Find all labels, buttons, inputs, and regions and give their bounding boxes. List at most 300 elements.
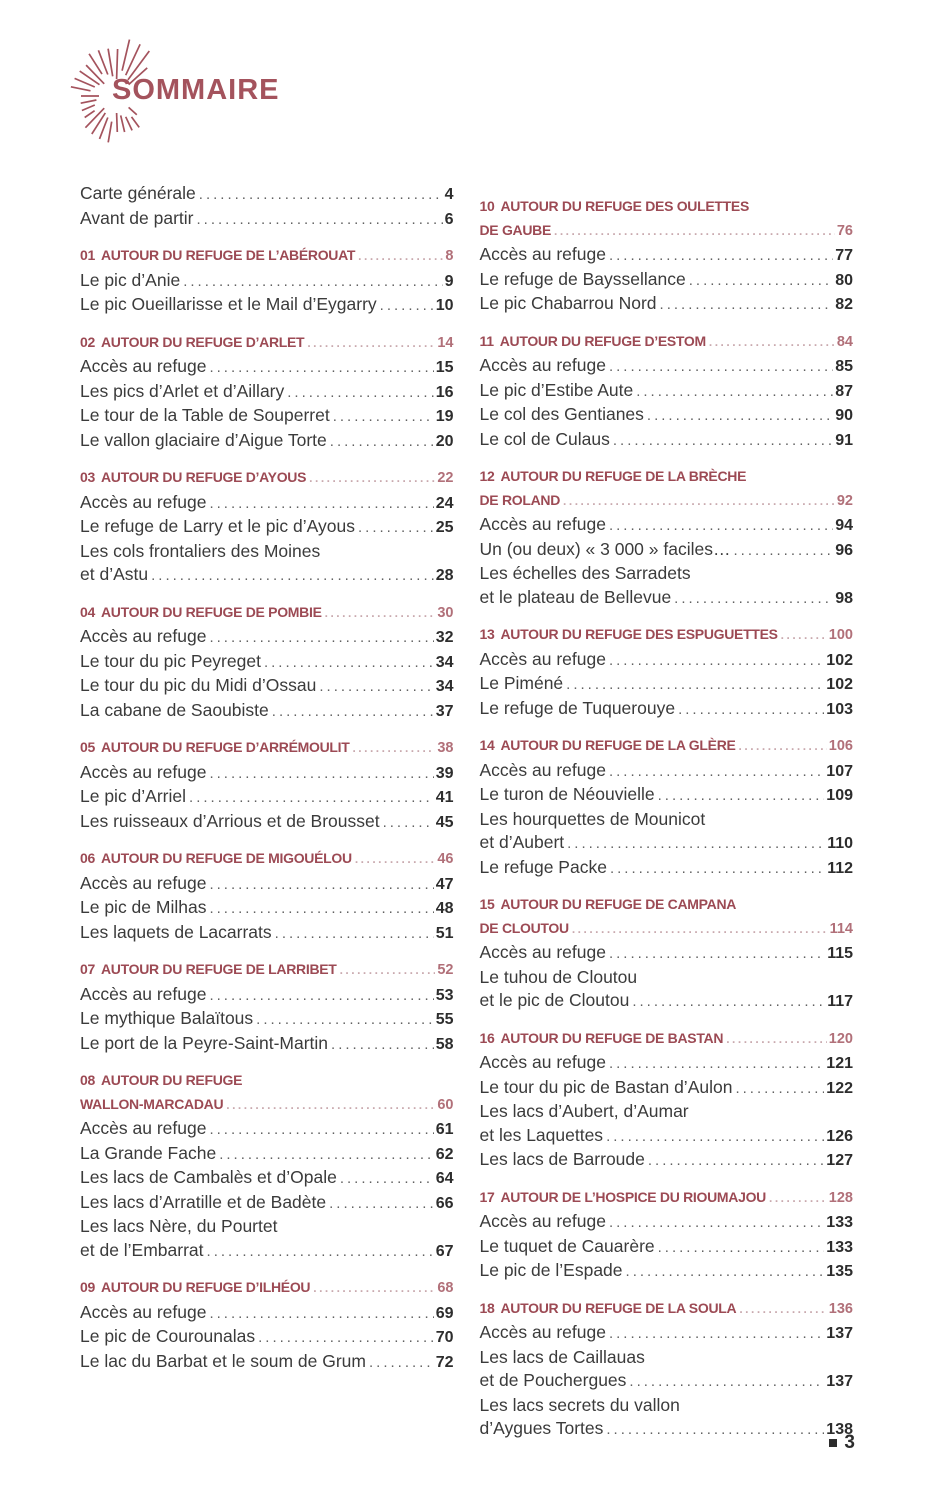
leader-dots [209, 984, 433, 1008]
section-title: AUTOUR DU REFUGE D’ARRÉMOULIT [100, 739, 350, 755]
section-page-number: 38 [437, 740, 454, 756]
toc-entry-row [480, 1148, 854, 1173]
footer-page-number: 3 [844, 1432, 855, 1453]
section-number: 05 [80, 739, 95, 755]
leader-dots [609, 244, 833, 268]
entry-label: Les laquets de Lacarrats [80, 921, 272, 942]
entry-page-number: 61 [435, 1121, 454, 1138]
leader-dots [352, 737, 435, 761]
toc-entry-row [80, 491, 454, 516]
leader-dots [331, 1033, 434, 1057]
section-07 [80, 958, 454, 1056]
section-title: AUTOUR DU REFUGE DE BASTAN [500, 1029, 724, 1046]
leader-dots [629, 1370, 824, 1394]
leader-dots [609, 942, 825, 966]
entry-page-number: 45 [435, 813, 454, 831]
entry-page-number: 67 [435, 1242, 454, 1260]
leader-dots [209, 626, 433, 650]
leader-dots [226, 1094, 435, 1118]
leader-dots [739, 735, 827, 759]
entry-page-number: 112 [827, 859, 853, 877]
leader-dots [609, 1052, 824, 1076]
page-footer [829, 1432, 855, 1454]
entry-page-number: 103 [826, 700, 853, 718]
toc-column-left [80, 182, 454, 1442]
toc-entry-row [480, 379, 854, 404]
entry-page-number: 137 [826, 1325, 853, 1342]
entry-page-number: 10 [435, 297, 454, 314]
section-number: 06 [80, 850, 95, 866]
entry-page-number: 24 [435, 494, 454, 512]
section-title-row [80, 331, 454, 356]
leader-dots [674, 587, 833, 611]
leader-dots [647, 404, 833, 428]
section-title: DE ROLAND [479, 491, 561, 508]
entry-label: d’Aygues Tortes [479, 1418, 604, 1438]
leader-dots [563, 490, 835, 514]
toc-entry-row [480, 1346, 854, 1370]
section-number: 10 [479, 198, 495, 214]
entry-page-number: 121 [826, 1055, 853, 1072]
entry-page-number: 47 [435, 875, 454, 893]
leader-dots [609, 760, 824, 784]
entry-label: Les lacs d’Aubert, d’Aumar [479, 1101, 689, 1121]
toc-entry-row [480, 966, 854, 990]
leader-dots [340, 1167, 434, 1191]
entry-page-number: 91 [835, 431, 853, 449]
leader-dots [739, 1298, 826, 1322]
entry-label: et d’Astu [80, 564, 149, 584]
entry-label: Les lacs de Caillauas [479, 1346, 645, 1367]
entry-page-number: 19 [435, 408, 454, 425]
section-title-row [480, 1186, 854, 1211]
section-title: AUTOUR DU REFUGE D’ARLET [100, 333, 305, 350]
section-04 [80, 601, 454, 724]
leader-dots [610, 857, 825, 881]
section-title: DE GAUBE [479, 221, 551, 238]
entry-page-number: 115 [827, 945, 853, 962]
entry-page-number: 37 [435, 702, 454, 720]
leader-dots [307, 332, 435, 356]
section-09 [80, 1276, 454, 1374]
leader-dots [369, 1351, 434, 1375]
entry-label: Accès au refuge [80, 761, 207, 782]
section-number: 12 [479, 468, 495, 484]
entry-page-number: 58 [435, 1035, 454, 1053]
toc-entry-row [80, 515, 454, 540]
section-title: AUTOUR DU REFUGE DE LA SOULA [500, 1299, 737, 1316]
leader-dots [606, 1418, 824, 1442]
section-number: 15 [479, 896, 495, 912]
entry-label: Accès au refuge [479, 1211, 606, 1231]
section-title-row [480, 330, 854, 355]
section-title-row [480, 195, 854, 219]
toc-entry-row [480, 538, 854, 563]
leader-dots [319, 675, 433, 699]
section-title-row [480, 623, 854, 648]
toc-entry-row [480, 354, 854, 379]
section-number: 18 [479, 1299, 495, 1316]
entry-page-number: 15 [435, 359, 454, 376]
entry-label: Accès au refuge [80, 491, 207, 512]
entry-label: Le tour de la Table de Souperret [80, 405, 330, 425]
leader-dots [609, 649, 824, 673]
section-title-row [480, 219, 854, 244]
section-02 [80, 331, 454, 454]
entry-page-number: 6 [444, 210, 454, 228]
leader-dots [636, 380, 833, 404]
toc-entry-row [480, 672, 854, 697]
toc-entry-row [480, 1051, 854, 1076]
leader-dots [325, 602, 436, 626]
entry-page-number: 20 [435, 432, 454, 450]
toc-entry-row [80, 1032, 454, 1057]
leader-dots [209, 1302, 433, 1326]
section-number: 17 [479, 1188, 495, 1205]
leader-dots [333, 405, 434, 429]
section-page-number: 60 [437, 1096, 454, 1113]
leader-dots [207, 1240, 434, 1264]
entry-page-number: 80 [835, 271, 853, 289]
leader-dots [358, 516, 434, 540]
section-16 [480, 1027, 854, 1173]
section-page-number: 114 [829, 920, 853, 937]
section-title-row [80, 601, 454, 626]
entry-page-number: 55 [435, 1011, 454, 1028]
entry-label: Le tuquet de Cauarère [479, 1235, 655, 1256]
section-title: AUTOUR DU REFUGE DE CAMPANA [500, 896, 737, 912]
section-page-number: 46 [437, 851, 454, 867]
toc-entry-row [80, 563, 454, 588]
entry-label: Le port de la Peyre-Saint-Martin [80, 1032, 329, 1053]
entry-label: Les hourquettes de Mounicot [479, 808, 706, 829]
section-title: AUTOUR DU REFUGE D’ESTOM [499, 332, 706, 349]
leader-dots [287, 381, 433, 405]
toc-entry-row [80, 896, 454, 921]
toc-entry-row [80, 207, 454, 232]
entry-page-number: 28 [435, 567, 454, 584]
section-title-row [80, 1276, 454, 1301]
leader-dots [209, 1118, 433, 1142]
entry-label: Le mythique Balaïtous [80, 1008, 254, 1028]
entry-label: Le vallon glaciaire d’Aigue Torte [80, 429, 327, 450]
entry-page-number: 98 [835, 589, 853, 607]
entry-label: Les lacs de Cambalès et d’Opale [80, 1167, 337, 1187]
toc-entry-row [480, 1394, 854, 1418]
entry-label: Le pic de Courounalas [80, 1326, 256, 1346]
leader-dots [613, 429, 833, 453]
toc-entry-row [80, 1215, 454, 1239]
entry-label: Le tour du pic Peyreget [80, 650, 261, 671]
entry-page-number: 70 [435, 1329, 454, 1346]
toc-entry-row [480, 831, 854, 856]
section-page-number: 8 [445, 248, 454, 264]
toc-entry-row [80, 182, 454, 207]
section-title: AUTOUR DU REFUGE DE POMBIE [100, 603, 322, 620]
section-page-number: 30 [437, 604, 454, 621]
toc-entry-row [480, 1321, 854, 1346]
entry-label: Un (ou deux) « 3 000 » faciles… [479, 538, 731, 559]
entry-page-number: 48 [435, 900, 454, 917]
section-03 [80, 466, 454, 588]
leader-dots [566, 673, 824, 697]
leader-dots [209, 762, 433, 786]
entry-page-number: 102 [826, 676, 853, 693]
leader-dots [626, 1260, 825, 1284]
section-page-number: 22 [437, 470, 454, 486]
entry-label: Le turon de Néouvielle [479, 784, 655, 804]
entry-label: Le tour du pic du Midi d’Ossau [80, 675, 317, 695]
toc-entry-row [80, 404, 454, 429]
entry-label: et le pic de Cloutou [479, 990, 630, 1010]
leader-dots [380, 294, 434, 318]
toc-entry-row [480, 562, 854, 586]
section-title-row [480, 465, 854, 489]
entry-page-number: 53 [435, 986, 454, 1004]
section-page-number: 128 [828, 1189, 853, 1206]
entry-label: Le col des Gentianes [479, 404, 644, 424]
entry-page-number: 90 [835, 407, 853, 424]
toc-entry-row [80, 699, 454, 724]
page-marker-square-icon [829, 1439, 837, 1447]
toc-entry-row [80, 1350, 454, 1375]
section-number: 09 [80, 1279, 95, 1295]
entry-page-number: 41 [435, 789, 454, 806]
toc-entry-row [480, 513, 854, 538]
section-title-row [480, 1027, 854, 1052]
entry-label: Le pic d’Arriel [80, 786, 187, 806]
entry-label: Le pic d’Anie [80, 269, 181, 290]
entry-page-number: 32 [435, 629, 454, 646]
entry-label: Le lac du Barbat et le soum de Grum [80, 1350, 366, 1371]
leader-dots [209, 873, 433, 897]
entry-label: Accès au refuge [479, 244, 606, 264]
toc-entry-row [480, 1076, 854, 1101]
entry-label: Le tuhou de Cloutou [479, 966, 638, 987]
toc-entry-row [80, 872, 454, 897]
section-page-number: 68 [437, 1280, 454, 1296]
toc-entry-row [480, 586, 854, 611]
entry-label: et les Laquettes [479, 1124, 604, 1145]
toc-entry-row [80, 761, 454, 786]
leader-dots [658, 1236, 825, 1260]
entry-label: Le pic Chabarrou Nord [479, 293, 657, 313]
entry-label: Accès au refuge [479, 1322, 606, 1342]
section-title: AUTOUR DU REFUGE D’ILHÉOU [100, 1279, 311, 1295]
toc-entry-row [480, 292, 854, 317]
section-title: AUTOUR DU REFUGE D’AYOUS [100, 469, 307, 485]
toc-entry-row [80, 540, 454, 564]
entry-page-number: 85 [835, 358, 853, 375]
entry-label: Les cols frontaliers des Moines [80, 540, 321, 561]
leader-dots [383, 811, 434, 835]
toc-entry-row [480, 697, 854, 722]
entry-label: Accès au refuge [80, 983, 207, 1004]
section-15 [480, 893, 854, 1014]
section-page-number: 84 [836, 333, 853, 350]
section-number: 04 [80, 603, 95, 620]
entry-label: Les lacs de Barroude [479, 1149, 645, 1169]
entry-label: Le refuge de Bayssellance [479, 268, 686, 289]
leader-dots [609, 514, 833, 538]
leader-dots [219, 1143, 434, 1167]
leader-dots [733, 539, 833, 563]
section-title: AUTOUR DU REFUGE DES OULETTES [500, 198, 749, 214]
leader-dots [609, 355, 833, 379]
toc-entry-row [80, 1239, 454, 1264]
entry-page-number: 122 [826, 1079, 853, 1097]
leader-dots [330, 430, 434, 454]
section-number: 03 [80, 469, 95, 485]
section-08 [80, 1069, 454, 1263]
entry-page-number: 64 [435, 1170, 454, 1187]
entry-page-number: 25 [435, 519, 454, 536]
section-title-row [80, 736, 454, 761]
entry-page-number: 51 [435, 924, 454, 942]
section-title: DE CLOUTOU [479, 919, 569, 936]
leader-dots [309, 467, 435, 491]
entry-label: Accès au refuge [479, 759, 606, 780]
leader-dots [256, 1008, 434, 1032]
section-title: AUTOUR DU REFUGE DE L’ABÉROUAT [100, 247, 356, 263]
entry-label: Le refuge de Larry et le pic d’Ayous [80, 516, 355, 536]
toc-entry-row [480, 1100, 854, 1124]
section-title: AUTOUR DE L’HOSPICE DU RIOUMAJOU [500, 1188, 766, 1205]
leader-dots [606, 1125, 824, 1149]
entry-page-number: 94 [835, 517, 853, 534]
toc-entry-row [80, 650, 454, 675]
entry-page-number: 127 [826, 1152, 853, 1169]
leader-dots [735, 1077, 824, 1101]
toc-entry-row [480, 989, 854, 1014]
section-title-row [80, 847, 454, 872]
section-number: 08 [80, 1072, 95, 1088]
toc-entry-row [80, 1142, 454, 1167]
leader-dots [258, 1326, 434, 1350]
section-page-number: 92 [836, 492, 853, 509]
entry-page-number: 117 [827, 993, 853, 1010]
entry-page-number: 96 [835, 541, 853, 559]
entry-label: Accès au refuge [479, 942, 606, 962]
leader-dots [567, 832, 825, 856]
leader-dots [189, 786, 434, 810]
entry-page-number: 39 [435, 764, 454, 782]
section-number: 02 [80, 333, 95, 350]
leader-dots [329, 1192, 434, 1216]
leader-dots [199, 183, 443, 207]
entry-label: Le tour du pic de Bastan d’Aulon [479, 1076, 733, 1097]
toc-entry-row [80, 1166, 454, 1191]
leader-dots [554, 220, 835, 244]
entry-page-number: 9 [444, 272, 454, 290]
toc-entry-row [80, 1301, 454, 1326]
section-14 [480, 734, 854, 880]
leader-dots [209, 897, 433, 921]
toc-entry-row [480, 1417, 854, 1442]
entry-label: Les pics d’Arlet et d’Aillary [80, 380, 285, 401]
entry-label: Le pic d’Estibe Aute [479, 379, 634, 400]
leader-dots [209, 356, 433, 380]
section-number: 07 [80, 961, 95, 977]
entry-label: Le pic Oueillarisse et le Mail d’Eygarry [80, 294, 377, 314]
toc-entry-row [80, 293, 454, 318]
toc-entry-row [80, 674, 454, 699]
section-11 [480, 330, 854, 453]
entry-page-number: 69 [435, 1304, 454, 1322]
entry-label: Accès au refuge [479, 648, 606, 669]
entry-page-number: 133 [826, 1214, 853, 1231]
entry-label: Le refuge de Tuquerouye [479, 697, 676, 718]
section-number: 13 [479, 626, 495, 642]
toc-entry-row [80, 269, 454, 294]
entry-page-number: 66 [435, 1194, 454, 1212]
leader-dots [709, 331, 835, 355]
section-title: AUTOUR DU REFUGE DE LA BRÈCHE [500, 468, 747, 484]
leader-dots [183, 270, 442, 294]
toc-entry-row [80, 1117, 454, 1142]
section-number: 14 [479, 737, 495, 753]
section-page-number: 76 [836, 222, 853, 239]
toc-entry-row [80, 785, 454, 810]
toc-entry-row [480, 856, 854, 881]
toc-entry-row [480, 648, 854, 673]
entry-page-number: 110 [827, 835, 853, 852]
toc-entry-row [480, 1235, 854, 1260]
toc-entry-row [80, 983, 454, 1008]
leader-dots [313, 1277, 435, 1301]
toc-entry-row [80, 1007, 454, 1032]
entry-label: Le col de Culaus [479, 428, 610, 449]
entry-label: Le pic de l’Espade [479, 1260, 623, 1280]
entry-page-number: 16 [435, 383, 454, 401]
toc-entry-row [480, 808, 854, 832]
leader-dots [648, 1149, 824, 1173]
leader-dots [355, 848, 436, 872]
entry-label: Accès au refuge [80, 872, 207, 893]
leader-dots [781, 624, 827, 648]
section-title-row [80, 1069, 454, 1093]
toc-columns [80, 182, 853, 1442]
entry-page-number: 107 [826, 762, 853, 780]
leader-dots [609, 1211, 824, 1235]
section-title-row [480, 893, 854, 917]
intro-entries [80, 182, 454, 231]
toc-entry-row [80, 355, 454, 380]
section-title: AUTOUR DU REFUGE DE LARRIBET [100, 961, 337, 977]
leader-dots [726, 1028, 827, 1052]
section-title: AUTOUR DU REFUGE [100, 1072, 243, 1088]
entry-page-number: 34 [435, 678, 454, 695]
section-title-row [480, 734, 854, 759]
toc-entry-row [480, 941, 854, 966]
section-title: AUTOUR DU REFUGE DE MIGOUÉLOU [100, 850, 352, 866]
entry-label: La cabane de Saoubiste [80, 699, 269, 720]
page-title: SOMMAIRE [112, 74, 280, 106]
entry-label: et le plateau de Bellevue [479, 586, 672, 607]
toc-entry-row [480, 759, 854, 784]
leader-dots [151, 564, 434, 588]
entry-label: La Grande Fache [80, 1142, 217, 1163]
toc-entry-row [480, 783, 854, 808]
entry-label: Accès au refuge [80, 356, 207, 376]
entry-label: Accès au refuge [479, 355, 606, 375]
entry-label: et de Pouchergues [479, 1370, 627, 1390]
entry-page-number: 126 [826, 1127, 853, 1145]
entry-page-number: 72 [435, 1353, 454, 1371]
section-page-number: 52 [437, 962, 454, 978]
section-10 [480, 195, 854, 317]
section-title-row [80, 244, 454, 269]
